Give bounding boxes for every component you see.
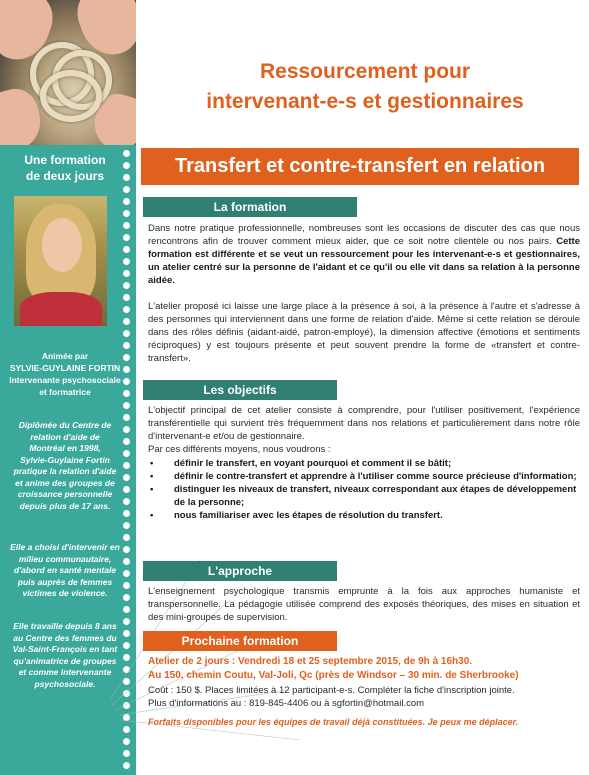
perforation-dot [123,726,130,733]
bio-line: Sylvie-Guylaine Fortin [20,454,110,465]
bio-line: Diplômée du Centre de [18,420,112,430]
rope-knot-photo [0,0,136,145]
perforation-dot [123,630,130,637]
perforation-dot [123,462,130,469]
sidebar-heading [8,152,122,184]
sidebar-heading-line: Une formation [24,153,106,167]
perforation-dot [123,282,130,289]
perforation-dot [123,234,130,241]
perforation-dot [123,690,130,697]
facilitator-name: SYLVIE-GUYLAINE FORTIN [9,363,121,373]
perforation-dot [123,714,130,721]
perforation-dot [123,246,130,253]
perforation-dot [123,378,130,385]
bio-line: Elle a choisi d'intervenir en [10,542,120,552]
sidebar [0,0,136,775]
topic-banner: Transfert et contre-transfert en relation [141,148,579,185]
perforation-dot [123,342,130,349]
perforation-dot [123,150,130,157]
perforation-dot [123,678,130,685]
perforation-dot [123,558,130,565]
perforation-dot [123,426,130,433]
perforation-dot [123,162,130,169]
bio-line: et anime des groupes de [15,477,115,488]
perforation-dot [123,654,130,661]
bio-line: psychosociale. [34,678,96,689]
perforation-dot [123,606,130,613]
perforation-dot [123,402,130,409]
list-item: • définir le contre-transfert et apprendre à l'utiliser comme source précieuse d'information; [148,470,580,483]
perforation-dot [123,510,130,517]
bio-paragraph-1 [4,420,126,512]
perforation-dot [123,354,130,361]
facilitator-role: Intervenante psychosociale [9,375,121,385]
perforation-dot [123,546,130,553]
objectifs-list [148,457,580,522]
bio-line: Elle travaille depuis 8 ans [13,621,117,631]
session-dates: Atelier de 2 jours : Vendredi 18 et 25 septembre 2015, de 9h à 16h30. [148,656,473,667]
bio-line: qu'animatrice de groupes [13,655,117,666]
perforation-dot [123,570,130,577]
bio-line: au Centre des femmes du [13,632,117,643]
packages-note: Forfaits disponibles pour les équipes de travail déjà constituées. Je peux me déplacer. [148,717,519,727]
formation-text: Dans notre pratique professionnelle, nombreuses sont les occasions de discuter des cas que nous rencontrons afin de trouver comment mieux aider, que ce soit notre clientèle ou nos pairs. [148,223,580,247]
contact-info: Plus d'informations au : 819-845-4406 ou à sgfortin@hotmail.com [148,698,425,709]
perforation-dot [123,390,130,397]
section-heading-objectifs: Les objectifs [143,380,337,400]
approche-paragraph: L'enseignement psychologique transmis emprunte à la fois aux approches humaniste et transpersonnelle. La pédagogie utilisée comprend des exposés théoriques, des mises en situation et des mini-groupes de supervision. [148,586,580,623]
animated-by-label: Animée par [41,351,89,361]
section-heading-approche: L'approche [143,561,337,581]
list-item: • distinguer les niveaux de transfert, niveaux correspondant aux étapes de développement de la personne; [148,483,580,509]
perforation-dot [123,330,130,337]
bio-line: pratique la relation d'aide [13,466,117,476]
session-location: Au 150, chemin Coutu, Val-Joli, Qc (près de Windsor – 30 min. de Sherbrooke) [148,670,519,681]
perforation-dot [123,210,130,217]
perforation-dot [123,666,130,673]
perforation-dot [123,534,130,541]
perforation-dot [123,270,130,277]
objectifs-means: Par ces différents moyens, nous voudrons : [148,444,331,455]
perforation-dot [123,174,130,181]
bio-line: Val-Saint-François en tant [12,644,118,654]
facilitator-portrait [14,196,107,326]
list-item: • définir le transfert, en voyant pourquoi et comment il se bâtit; [148,457,580,470]
perforation-dot [123,738,130,745]
bio-line: puis auprès de femmes [17,576,113,587]
bio-line: croissance personnelle [17,489,113,499]
objectifs-intro: L'objectif principal de cet atelier consiste à comprendre, pour l'utiliser positivement, l'expérience transférentielle qui survient très fréquemment dans nos relations et particulièrement dans notre rôle d'intervenant-e et/ou de gestionnaire. [148,405,580,442]
section-heading-formation: La formation [143,197,357,217]
perforation-dot [123,750,130,757]
formation-paragraph-2: L'atelier proposé ici laisse une large place à la présence à soi, à la présence à l'autre et s'adresse à des personnes qui interviennent dans une forme de relation d'aide. Même si cette relation se déroule dans des rôles définis (aidant-aidé, patron-employé), la dimension affective (émotions et sentiments réciproques) y est toujours présente et peut souvent prendre la forme de «transfert et contre-transfert». [148,301,580,364]
list-item: • nous familiariser avec les étapes de résolution du transfert. [148,509,580,522]
perforation-dot [123,522,130,529]
perforation-dot [123,366,130,373]
perforation-dot [123,762,130,769]
bio-line: relation d'aide de [30,431,100,442]
facilitator-role: et formatrice [39,387,91,397]
perforation-dot [123,438,130,445]
session-cost: Coût : 150 $. Places limitées à 12 participant-e-s. Compléter la fiche d'inscription jointe. [148,685,515,696]
perforation-dot [123,498,130,505]
perforation-dot [123,474,130,481]
perforation-dot [123,486,130,493]
perforation-dot [123,222,130,229]
perforation-dot [123,258,130,265]
perforation-dot [123,294,130,301]
perforation-dot [123,582,130,589]
bio-line: d'abord en santé mentale [13,565,117,575]
perforation-dot [123,642,130,649]
bio-line: victimes de violence. [22,588,108,598]
bio-paragraph-3 [4,621,126,690]
perforation-dot [123,450,130,457]
perforation-dot [123,198,130,205]
page-title-line-1: Ressourcement pour [259,60,471,83]
perforation-dot [123,594,130,601]
perforation-dot [123,186,130,193]
perforation-dot [123,414,130,421]
bio-line: milieu communautaire, [18,553,112,564]
bio-line: Montréal en 1998, [29,443,101,453]
formation-paragraph-1 [148,222,580,287]
facilitator-credit [4,350,126,398]
page-title-line-2: intervenant-e-s et gestionnaires [206,90,524,113]
perforated-edge [120,0,134,775]
perforation-dot [123,318,130,325]
bio-paragraph-2 [4,542,126,600]
perforation-dot [123,618,130,625]
perforation-dot [123,702,130,709]
bio-line: depuis plus de 17 ans. [19,500,111,511]
bio-line: et comme intervenante [18,667,112,677]
sidebar-heading-line: de deux jours [25,169,105,183]
formation-highlight: Cette formation est différente et se veut un ressourcement pour les intervenant-e-s et gestionnaires, un atelier centré sur la personne de l'aidant et ce qu'il ou elle vit dans sa relation à la personne aidée. [148,236,580,286]
perforation-dot [123,306,130,313]
section-heading-prochaine: Prochaine formation [143,631,337,651]
